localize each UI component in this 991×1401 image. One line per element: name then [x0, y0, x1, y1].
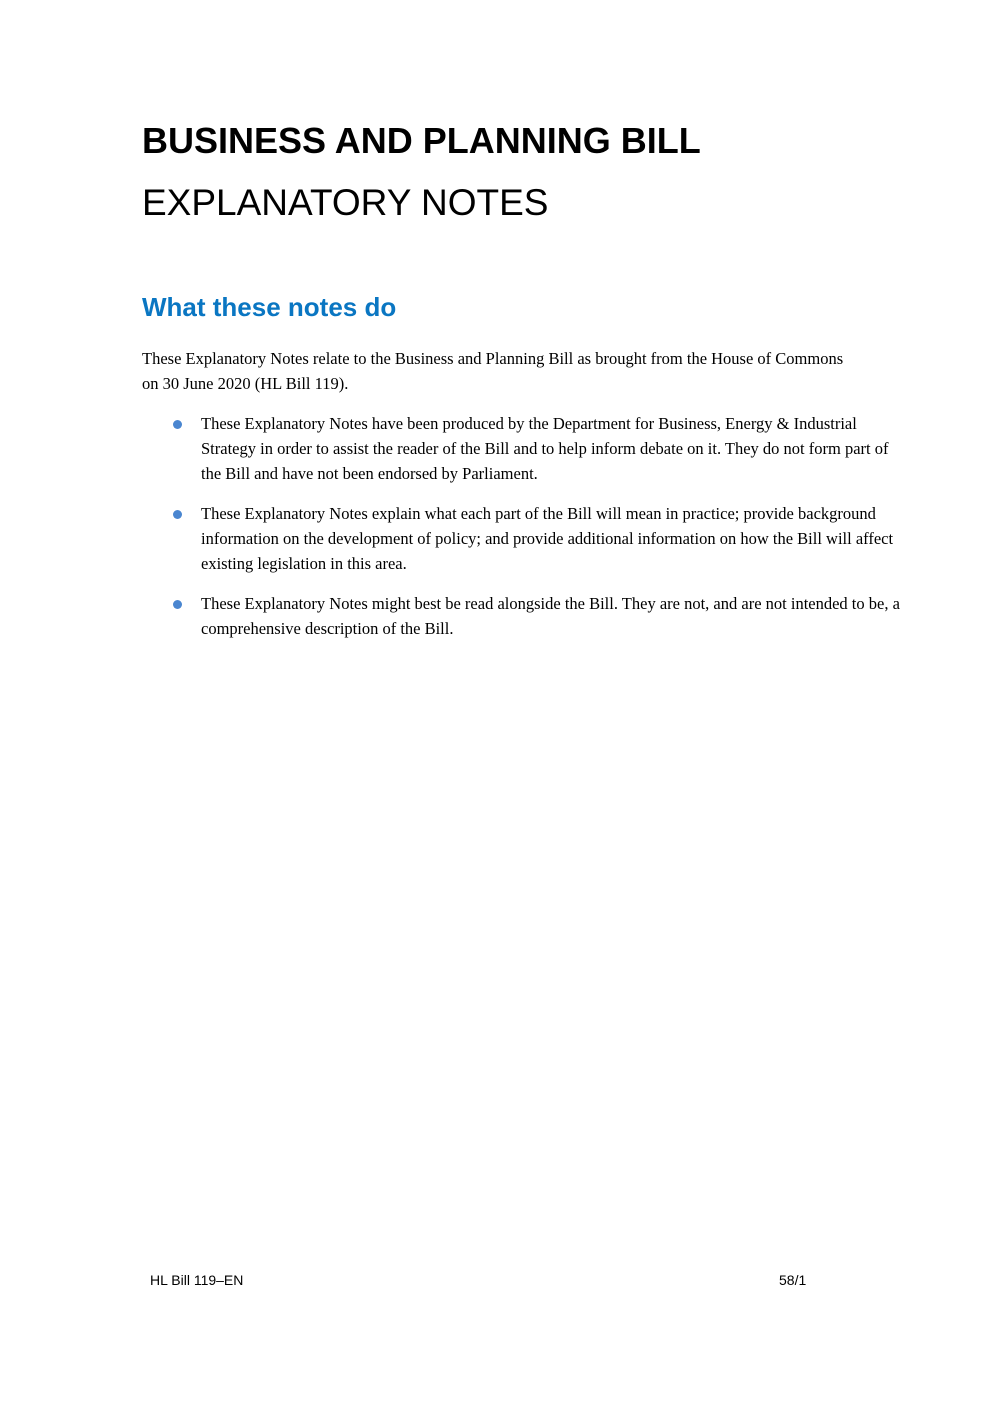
bullet-icon — [173, 510, 182, 519]
list-item — [142, 411, 902, 486]
section-heading: What these notes do — [142, 292, 397, 322]
list-item — [142, 501, 902, 576]
bullet-list — [142, 411, 902, 656]
list-item — [142, 591, 902, 641]
footer-reference: 58/1 — [779, 1272, 807, 1288]
intro-paragraph: These Explanatory Notes relate to the Business and Planning Bill as brought from the House of Commons on 30 June 2020 (HL Bill 119). — [142, 349, 844, 393]
footer-bill-number: HL Bill 119–EN — [150, 1272, 244, 1288]
list-item-text: These Explanatory Notes might best be read alongside the Bill. They are not, and are not intended to be, a comprehensive description of the Bill. — [201, 594, 900, 638]
bullet-icon — [173, 420, 182, 429]
list-item-text: These Explanatory Notes have been produced by the Department for Business, Energy & Industrial Strategy in order to assist the reader of the Bill and to help inform debate on it. They do not form part of the Bill and have not been endorsed by Parliament. — [201, 414, 889, 483]
bullet-icon — [173, 600, 182, 609]
document-subtitle: EXPLANATORY NOTES — [142, 182, 549, 223]
list-item-text: These Explanatory Notes explain what each part of the Bill will mean in practice; provide background information on the development of policy; and provide additional information on how the Bill will affect existing legislation in this area. — [201, 504, 894, 573]
document-title: BUSINESS AND PLANNING BILL — [142, 120, 701, 161]
